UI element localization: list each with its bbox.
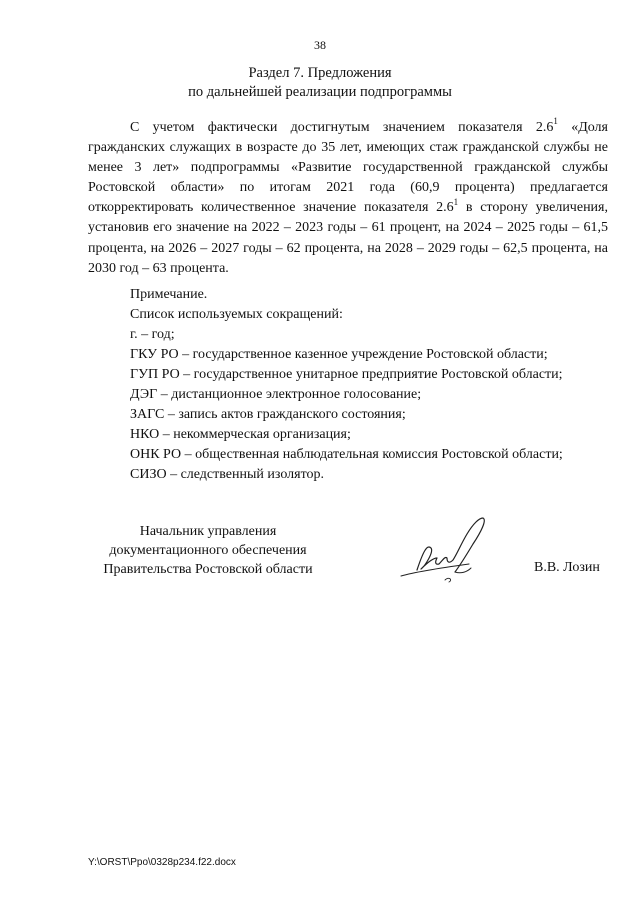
abbreviation-item: г. – год; — [130, 327, 175, 342]
signatory-title — [88, 522, 328, 579]
body-text-before: С учетом фактически достигнутым значением показателя 2.6 — [130, 120, 554, 135]
section-title-line1: Раздел 7. Предложения — [248, 65, 392, 81]
signer-name: В.В. Лозин — [534, 560, 600, 575]
file-path: Y:\ORST\Ppo\0328p234.f22.docx — [88, 857, 236, 868]
notes-heading: Примечание. — [130, 287, 208, 302]
signatory-line1: Начальник управления — [139, 524, 277, 539]
abbreviation-item: ЗАГС – запись актов гражданского состояния; — [130, 407, 406, 422]
handwritten-signature — [395, 514, 495, 588]
superscript-2: 1 — [453, 196, 459, 207]
body-paragraph — [88, 118, 608, 279]
abbreviation-item: ОНК РО – общественная наблюдательная комиссия Ростовской области; — [130, 447, 563, 462]
body-text-middle: «Доля гражданских служащих в возрасте до 35 лет, имеющих стаж гражданской службы не менее 3 лет» подпрограммы «Развитие государственной гражданской службы Ростовской области» по итогам 2021 года (60,9 процента) предлагается откорректировать количественное значение показателя 2.6 — [88, 120, 608, 216]
page-number: 38 — [314, 38, 326, 52]
abbreviation-item: НКО – некоммерческая организация; — [130, 427, 351, 442]
signatory-line2: документационного обеспечения — [109, 543, 307, 558]
signatory-line3: Правительства Ростовской области — [103, 562, 313, 577]
abbreviation-item: ДЭГ – дистанционное электронное голосование; — [130, 387, 422, 402]
section-title-line2: по дальнейшей реализации подпрограммы — [188, 84, 452, 100]
superscript-1: 1 — [553, 116, 558, 127]
notes-block — [130, 285, 620, 485]
abbreviation-item: ГКУ РО – государственное казенное учреждение Ростовской области; — [130, 347, 548, 362]
abbreviations-title: Список используемых сокращений: — [130, 307, 343, 322]
abbreviation-item: СИЗО – следственный изолятор. — [130, 467, 324, 482]
section-title — [0, 64, 640, 102]
abbreviation-item: ГУП РО – государственное унитарное предприятие Ростовской области; — [130, 367, 563, 382]
body-text-after: в сторону увеличения, установив его значение на 2022 – 2023 годы – 61 процент, на 2024 – 2025 годы – 61,5 процента, на 2026 – 2027 годы – 62 процента, на 2028 – 2029 годы – 62,5 процента, на 2030 год – 63 процента. — [88, 200, 608, 276]
